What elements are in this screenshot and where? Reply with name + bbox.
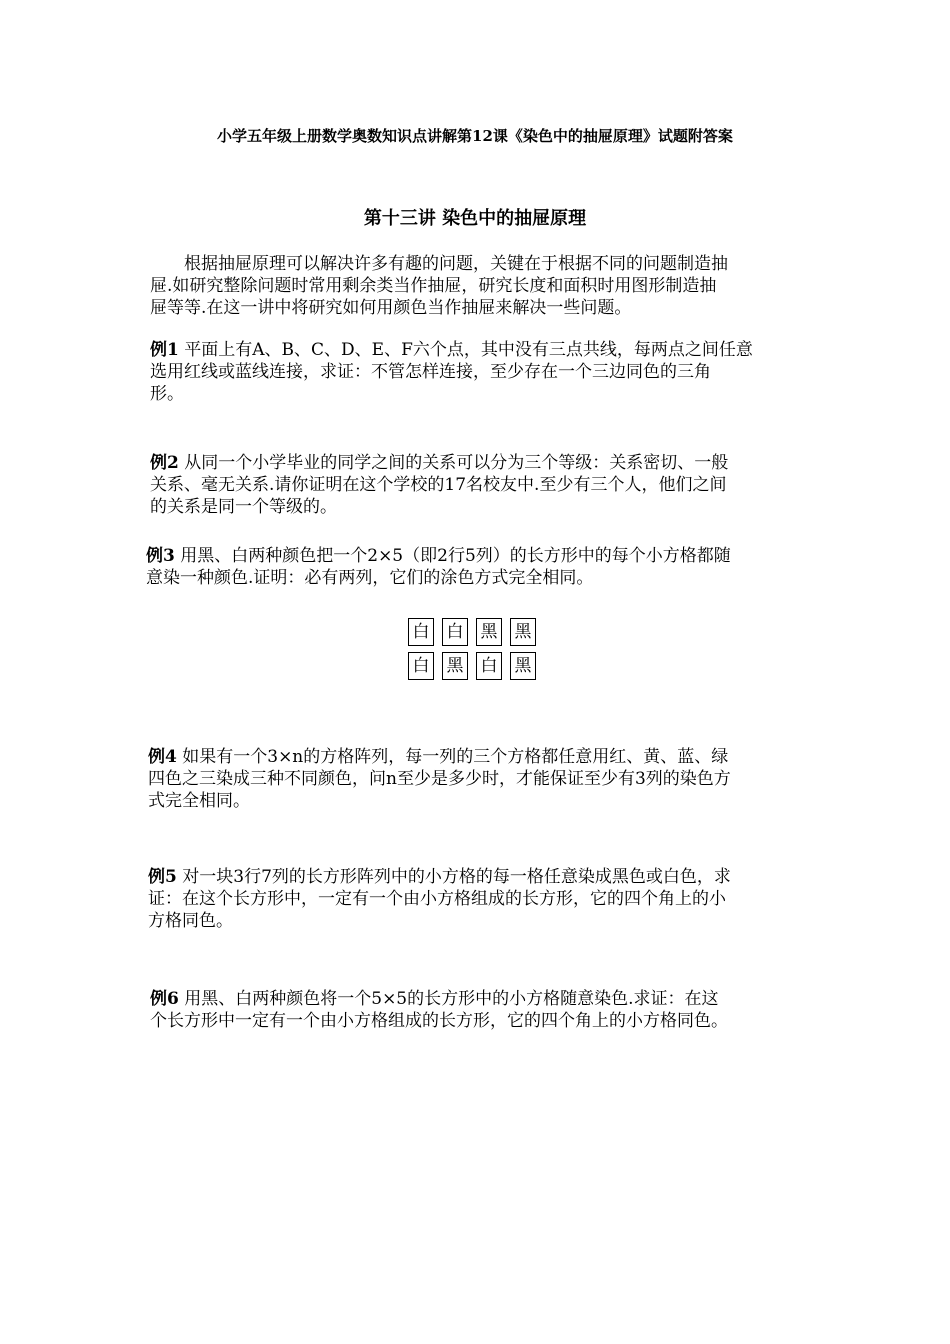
example-line: 个长方形中一定有一个由小方格组成的长方形，它的四个角上的小方格同色。 (150, 1011, 728, 1031)
example-line: 方格同色。 (148, 911, 233, 931)
example-1 (150, 339, 820, 405)
example-line: 用黑、白两种颜色把一个2×5（即2行5列）的长方形中的每个小方格都随 (174, 546, 731, 566)
example-line: 式完全相同。 (148, 791, 250, 811)
example-4 (148, 746, 818, 812)
example-line: 四色之三染成三种不同颜色，问n至少是多少时，才能保证至少有3列的染色方 (148, 769, 731, 789)
example-line: 意染一种颜色.证明：必有两列，它们的涂色方式完全相同。 (146, 568, 594, 588)
intro-paragraph (150, 253, 810, 319)
example-5 (148, 866, 818, 932)
example-line: 平面上有A、B、C、D、E、F六个点，其中没有三点共线，每两点之间任意 (178, 340, 753, 360)
intro-line: 屉等等.在这一讲中将研究如何用颜色当作抽屉来解决一些问题。 (150, 298, 632, 318)
grid-cell: 黑 (510, 652, 536, 680)
grid-cell: 黑 (476, 618, 502, 646)
example-line: 从同一个小学毕业的同学之间的关系可以分为三个等级：关系密切、一般 (178, 453, 729, 473)
example-line: 用黑、白两种颜色将一个5×5的长方形中的小方格随意染色.求证：在这 (178, 989, 719, 1009)
example-line: 选用红线或蓝线连接，求证：不管怎样连接，至少存在一个三边同色的三角 (150, 362, 711, 382)
intro-line: 屉.如研究整除问题时常用剩余类当作抽屉，研究长度和面积时用图形制造抽 (150, 276, 717, 296)
example-line: 形。 (150, 384, 184, 404)
color-grid (408, 618, 536, 680)
intro-line: 根据抽屉原理可以解决许多有趣的问题，关键在于根据不同的问题制造抽 (150, 254, 728, 274)
example-label: 例1 (150, 340, 179, 360)
example-line: 对一块3行7列的长方形阵列中的小方格的每一格任意染成黑色或白色，求 (176, 867, 731, 887)
grid-cell: 白 (476, 652, 502, 680)
grid-cell: 白 (408, 618, 434, 646)
example-label: 例2 (150, 453, 179, 473)
example-label: 例3 (146, 546, 175, 566)
lecture-title: 第十三讲 染色中的抽屉原理 (363, 208, 587, 229)
grid-cell: 黑 (510, 618, 536, 646)
grid-cell: 白 (408, 652, 434, 680)
example-line: 关系、毫无关系.请你证明在这个学校的17名校友中.至少有三个人，他们之间 (150, 475, 727, 495)
example-label: 例5 (148, 867, 177, 887)
example-label: 例6 (150, 989, 179, 1009)
example-6 (150, 988, 820, 1032)
grid-cell: 白 (442, 618, 468, 646)
example-line: 证：在这个长方形中，一定有一个由小方格组成的长方形，它的四个角上的小 (148, 889, 726, 909)
example-2 (150, 452, 820, 518)
example-label: 例4 (148, 747, 177, 767)
example-line: 的关系是同一个等级的。 (150, 497, 337, 517)
grid-cell: 黑 (442, 652, 468, 680)
example-3 (146, 545, 816, 589)
example-line: 如果有一个3×n的方格阵列，每一列的三个方格都任意用红、黄、蓝、绿 (176, 747, 729, 767)
document-title: 小学五年级上册数学奥数知识点讲解第12课《染色中的抽屉原理》试题附答案 (217, 127, 733, 145)
